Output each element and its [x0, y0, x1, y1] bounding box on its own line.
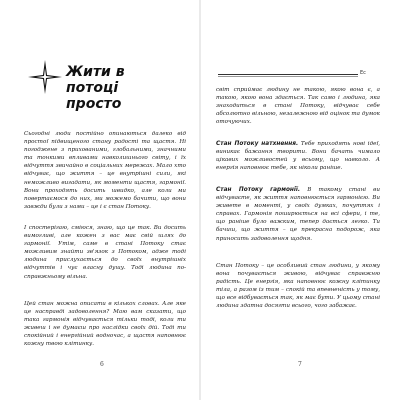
right-paragraph-2 — [216, 140, 380, 172]
page-number-left: 6 — [100, 361, 104, 368]
right-paragraph-1 — [216, 86, 380, 126]
right-paragraph-1-text: світ сприймає людину не такою, якою вона є, а такою, якою вона здається. Так само і людина, яка знаходиться в стані Потоку, відчуває себе абсолютно вільною, незалежною від оцінок та думок оточуючих. — [216, 87, 380, 126]
page-number-right: 7 — [298, 361, 302, 368]
left-paragraph-3: Цей стан можна описати в кількох словах. Але яке це насправді задоволення? Маю вам сказати, що така гармонія відчувається тільки тоді, коли ти живеш і не думаєш про наслідки своїх дій. Тоді ти спокійний і енергійний водночас, а щастя наповнює кожну твою клітинку. — [24, 301, 186, 348]
running-head-rule — [218, 74, 358, 75]
chapter-title-line-2: просто — [66, 96, 122, 112]
right-paragraph-4 — [216, 262, 380, 311]
right-paragraph-2-text: Тебе приходять нові ідеї, виникає бажання творити. Вони бачать чимало цікавих можливостей у всьому, що навколо. А енергія наповнює тебе, як ніколи раніше. — [216, 141, 380, 172]
right-paragraph-3-lead: Стан Потоку гармонії. — [216, 187, 301, 193]
right-paragraph-4-text: Стан Потоку – це особливий стан людини, у якому вона почувається живою, відчуває справжню радість. Це енергія, яка наповнює кожну клітинку тіла, а разом із тим – спокій та впевненість у тому, що все відбувається так, як має бути. У цьому стані людина здатна досягти всього, чого забажає. — [216, 263, 380, 310]
left-paragraph-2: І спостерігаю, сміюся, знаю, що це так. Ви досить вимогливі, але кожен з вас має свій шлях до гармонії. Утім, саме в стані Потоку стає можливим знайти зв'язок з Потоком, адже тоді людина прислухається до своїх внутрішніх відчуттів і чує власну душу. Тоді людина по-справжньому вільна. — [24, 225, 186, 280]
running-head-label: Ec — [360, 70, 366, 76]
right-paragraph-2-lead: Стан Потоку натхнення. — [216, 141, 299, 147]
running-head — [218, 70, 388, 80]
sparkle-star-icon — [28, 60, 62, 94]
right-paragraph-3-text: В такому стані ви відчуваєте, як життя наповнюється гармонією. Ви живете в моменті, у своїх думках, почуттях і справах. Гармонія поширюється на всі сфери, і те, що раніше було важким, тепер дається легко. Ти бачиш, що життя – це прекрасна подорож, яка приносить задоволення щодня. — [216, 187, 381, 242]
chapter-title-line-1: Жити в потоці — [66, 64, 125, 96]
right-paragraph-3 — [216, 186, 380, 243]
chapter-title — [66, 64, 178, 112]
left-paragraph-1: Сьогодні люди постійно опинаються далеко від простої підвищеного стану радості та щастя. Ні погоджене з прихованими, глобальними, значними та тонкими впливами навколишнього світу, і їх відчуття звичайно в соціальних мережах. Мало хто відчуває, що життя – це внутрішні сили, які неможливо вигадати, як моменти щастя, гармонії. Вони проходять досить швидко, але коли ми повертаємося до них, ми можемо бачити, що вони завжди були з нами – це і є стан Потоку. — [24, 131, 186, 210]
